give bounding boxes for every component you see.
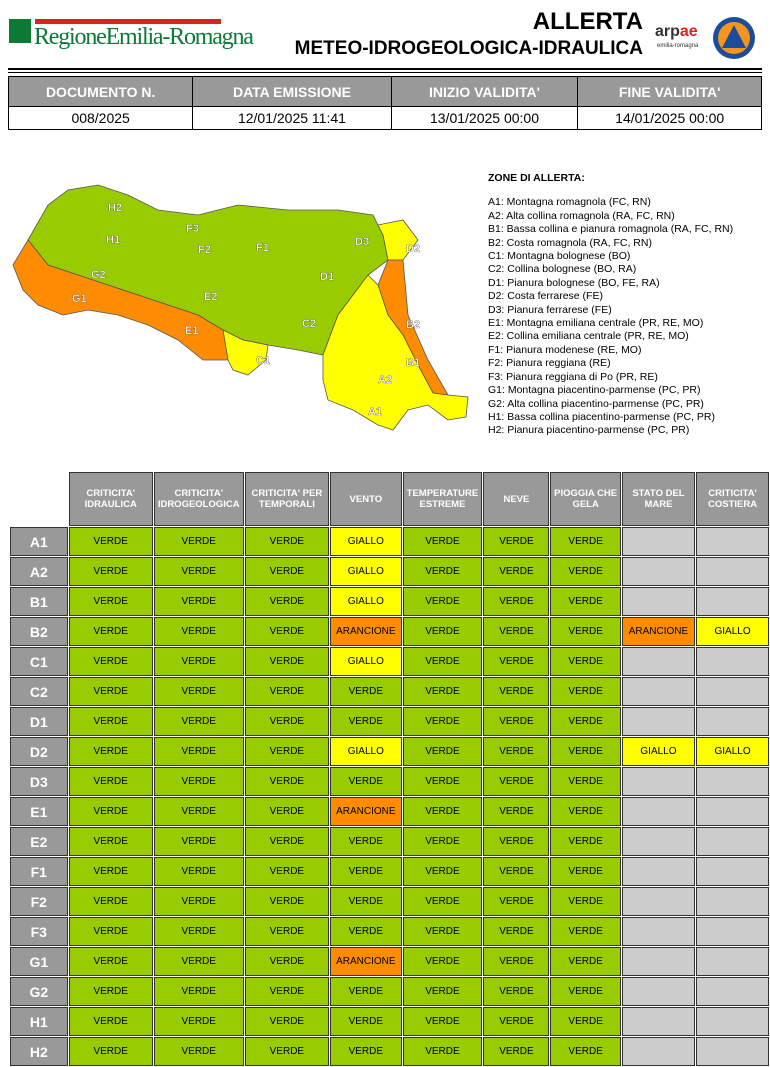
alert-level-cell: VERDE [154,887,244,916]
alert-level-cell [696,767,769,796]
table-row [10,707,769,736]
legend-item: G2: Alta collina piacentino-parmense (PC, PR) [488,397,704,410]
alert-level-cell: VERDE [403,827,483,856]
validity-start-header: INIZIO VALIDITA' [391,77,578,107]
alert-level-cell: VERDE [483,947,549,976]
table-row [10,887,769,916]
table-row [10,1007,769,1036]
alert-level-cell: VERDE [69,797,153,826]
alert-level-cell: VERDE [483,677,549,706]
document-info-table [8,76,762,130]
table-row [10,647,769,676]
alert-level-cell [622,947,695,976]
alert-level-cell [622,797,695,826]
legend-item: F3: Pianura reggiana di Po (PR, RE) [488,370,658,383]
alert-level-cell [696,677,769,706]
table-row [10,947,769,976]
map-label-h2: H2 [108,202,123,214]
legend-item: E1: Montagna emiliana centrale (PR, RE, MO) [488,317,704,330]
zone-label: C1 [10,647,68,676]
map-label-g2: G2 [91,269,106,281]
alert-level-cell: GIALLO [622,737,695,766]
alert-level-cell: VERDE [69,857,153,886]
alert-level-cell: VERDE [483,617,549,646]
alert-level-cell: VERDE [245,977,329,1006]
alert-level-cell: VERDE [245,527,329,556]
column-header: VENTO [330,472,401,526]
alert-level-cell: GIALLO [330,737,401,766]
alert-level-cell: VERDE [403,617,483,646]
alert-level-cell: VERDE [403,737,483,766]
alert-level-cell: ARANCIONE [330,947,401,976]
alert-level-cell: VERDE [483,1037,549,1066]
table-row [10,677,769,706]
arpae-logo [655,23,698,41]
map-label-c1: C1 [256,355,271,367]
alert-level-cell [696,917,769,946]
legend-item: H2: Pianura piacentino-parmense (PC, PR) [488,424,690,437]
arpae-logo-main: arp [655,23,680,40]
alert-level-cell: VERDE [245,797,329,826]
alert-level-cell [622,557,695,586]
alert-level-cell: VERDE [69,827,153,856]
region-logo-mark [9,19,31,43]
alert-level-cell: VERDE [69,557,153,586]
alert-level-cell: VERDE [245,557,329,586]
legend-item: A1: Montagna romagnola (FC, RN) [488,196,651,209]
alert-level-cell: VERDE [550,947,620,976]
map-label-f3: F3 [186,223,199,235]
alert-level-cell: VERDE [403,947,483,976]
alert-level-cell: VERDE [154,1007,244,1036]
alert-level-cell: VERDE [69,527,153,556]
alert-level-cell: VERDE [403,887,483,916]
issue-date: 12/01/2025 11:41 [193,107,391,130]
legend-item: B1: Bassa collina e pianura romagnola (RA, FC, RN) [488,223,734,236]
alert-level-cell: VERDE [483,887,549,916]
alert-level-cell: VERDE [69,947,153,976]
alert-level-cell: VERDE [550,887,620,916]
alert-level-cell: VERDE [69,767,153,796]
map-label-c2: C2 [302,318,317,330]
alert-level-cell: VERDE [245,587,329,616]
map-label-e2: E2 [204,291,218,303]
map-label-a2: A2 [378,374,393,386]
alert-level-cell: VERDE [69,617,153,646]
alert-level-cell: VERDE [330,707,401,736]
alert-level-cell: VERDE [403,857,483,886]
alert-level-cell: ARANCIONE [330,617,401,646]
alert-level-cell: VERDE [483,767,549,796]
alert-level-cell: VERDE [483,1007,549,1036]
alert-level-cell: VERDE [550,647,620,676]
table-row [10,857,769,886]
zone-label: G2 [10,977,68,1006]
alert-level-cell [622,1007,695,1036]
alert-level-cell: GIALLO [330,647,401,676]
zone-label: H1 [10,1007,68,1036]
alert-level-cell: VERDE [330,827,401,856]
alert-level-cell: VERDE [154,947,244,976]
zone-label: D2 [10,737,68,766]
alert-level-cell: VERDE [550,707,620,736]
alert-level-cell: VERDE [403,527,483,556]
alert-level-cell [622,857,695,886]
alert-level-cell [622,887,695,916]
arpae-logo-sub: emilia-romagna [657,43,699,49]
alert-level-cell [622,527,695,556]
header-divider [8,68,762,70]
column-header: CRITICITA' PER TEMPORALI [245,472,329,526]
table-row [10,827,769,856]
legend-item: F2: Pianura reggiana (RE) [488,357,611,370]
alert-level-cell: VERDE [154,527,244,556]
alert-level-cell [696,797,769,826]
alert-level-cell [696,587,769,616]
alert-level-cell [622,1037,695,1066]
arpae-logo-accent: ae [679,23,698,40]
alert-table [9,471,770,1067]
alert-level-cell: VERDE [69,887,153,916]
alert-level-cell: VERDE [69,707,153,736]
doc-number: 008/2025 [9,107,193,130]
alert-level-cell: VERDE [154,857,244,886]
zone-label: F1 [10,857,68,886]
legend-item: H1: Bassa collina piacentino-parmense (PC, PR) [488,410,716,423]
alert-level-cell: GIALLO [696,617,769,646]
alert-level-cell [622,767,695,796]
map-label-f2: F2 [198,244,211,256]
header-divider-thin [8,72,762,73]
legend-item: A2: Alta collina romagnola (RA, FC, RN) [488,209,675,222]
alert-level-cell [696,947,769,976]
alert-level-cell: VERDE [330,917,401,946]
alert-level-cell: VERDE [483,917,549,946]
alert-level-cell: GIALLO [330,587,401,616]
legend-item: D3: Pianura ferrarese (FE) [488,303,612,316]
alert-level-cell: VERDE [550,737,620,766]
validity-start: 13/01/2025 00:00 [391,107,578,130]
alert-level-cell: VERDE [330,677,401,706]
alert-level-cell [622,977,695,1006]
alert-level-cell [622,677,695,706]
alert-level-cell: VERDE [550,527,620,556]
alert-level-cell: VERDE [403,1037,483,1066]
table-row [10,587,769,616]
alert-level-cell: VERDE [154,827,244,856]
legend-item: E2: Collina emiliana centrale (PR, RE, MO) [488,330,689,343]
table-row [10,977,769,1006]
alert-level-cell: VERDE [154,797,244,826]
alert-level-cell: VERDE [69,1037,153,1066]
table-row [10,797,769,826]
zone-label: D3 [10,767,68,796]
zone-label: B1 [10,587,68,616]
legend-item: G1: Montagna piacentino-parmense (PC, PR) [488,384,701,397]
alert-level-cell: VERDE [403,797,483,826]
table-row [10,917,769,946]
table-row [10,557,769,586]
alert-level-cell: VERDE [403,647,483,676]
alert-level-cell [622,647,695,676]
column-header: PIOGGIA CHE GELA [550,472,620,526]
alert-level-cell: VERDE [330,1007,401,1036]
alert-level-cell: VERDE [154,737,244,766]
alert-level-cell: VERDE [483,857,549,886]
map-label-a1: A1 [368,406,383,418]
legend-title: ZONE DI ALLERTA: [488,172,585,184]
alert-level-cell: VERDE [550,797,620,826]
map-label-e1: E1 [185,325,199,337]
alert-level-cell: VERDE [69,737,153,766]
alert-level-cell: VERDE [69,917,153,946]
alert-level-cell: VERDE [245,947,329,976]
alert-level-cell: VERDE [69,1007,153,1036]
doc-number-header: DOCUMENTO N. [9,77,193,107]
alert-level-cell: VERDE [330,977,401,1006]
alert-level-cell [696,887,769,916]
title-subtitle: METEO-IDROGEOLOGICA-IDRAULICA [294,38,643,59]
alert-level-cell: VERDE [483,977,549,1006]
alert-level-cell: VERDE [483,647,549,676]
alert-level-cell: VERDE [69,677,153,706]
column-header: STATO DEL MARE [622,472,695,526]
column-header: CRITICITA' COSTIERA [696,472,769,526]
zone-label: C2 [10,677,68,706]
alert-level-cell: VERDE [403,557,483,586]
alert-level-cell: VERDE [154,647,244,676]
map-label-h1: H1 [106,234,121,246]
alert-level-cell: VERDE [245,707,329,736]
legend-item: C2: Collina bolognese (BO, RA) [488,263,637,276]
table-row [10,617,769,646]
alert-level-cell: VERDE [245,857,329,886]
table-row [10,737,769,766]
alert-level-cell: VERDE [69,977,153,1006]
table-row [10,527,769,556]
alert-level-cell: GIALLO [330,557,401,586]
zone-label: A1 [10,527,68,556]
alert-level-cell: GIALLO [696,737,769,766]
alert-level-cell: VERDE [550,1007,620,1036]
alert-level-cell: VERDE [154,557,244,586]
issue-date-header: DATA EMISSIONE [193,77,391,107]
column-header: NEVE [483,472,549,526]
alert-level-cell: ARANCIONE [330,797,401,826]
alert-level-cell: VERDE [154,587,244,616]
alert-level-cell [696,647,769,676]
alert-level-cell: VERDE [550,977,620,1006]
alert-level-cell: VERDE [550,557,620,586]
map-label-d2: D2 [406,243,421,255]
alert-level-cell [696,707,769,736]
legend-item: D2: Costa ferrarese (FE) [488,290,603,303]
zone-label: F3 [10,917,68,946]
alert-level-cell: VERDE [550,767,620,796]
alert-level-cell: VERDE [154,917,244,946]
alert-level-cell [696,857,769,886]
alert-level-cell: VERDE [330,1037,401,1066]
zone-label: B2 [10,617,68,646]
alert-level-cell: VERDE [245,677,329,706]
map-label-b1: B1 [406,357,421,369]
alert-level-cell: VERDE [483,797,549,826]
alert-level-cell [622,917,695,946]
map-label-d1: D1 [320,271,335,283]
alert-level-cell: VERDE [154,977,244,1006]
alert-level-cell: VERDE [245,617,329,646]
alert-level-cell: VERDE [245,827,329,856]
validity-end-header: FINE VALIDITA' [578,77,762,107]
civil-protection-logo [712,16,756,60]
alert-level-cell: VERDE [550,617,620,646]
map-label-f1: F1 [256,242,269,254]
alert-level-cell: VERDE [154,617,244,646]
alert-level-cell: ARANCIONE [622,617,695,646]
alert-level-cell [622,587,695,616]
alert-level-cell: VERDE [154,1037,244,1066]
map-label-g1: G1 [72,293,87,305]
alert-level-cell: VERDE [245,647,329,676]
zone-label: D1 [10,707,68,736]
title-allerta: ALLERTA [532,8,643,35]
alert-level-cell: VERDE [245,737,329,766]
alert-level-cell: VERDE [483,707,549,736]
legend-item: B2: Costa romagnola (RA, FC, RN) [488,236,652,249]
alert-level-cell: VERDE [483,527,549,556]
alert-level-cell: VERDE [330,857,401,886]
column-header: CRITICITA' IDRAULICA [69,472,153,526]
table-row [10,767,769,796]
region-logo-text: RegioneEmilia-Romagna [34,24,253,50]
alert-level-cell [696,827,769,856]
zone-legend [488,172,733,438]
alert-level-cell: VERDE [550,587,620,616]
alert-level-cell [622,707,695,736]
zone-label: H2 [10,1037,68,1066]
alert-level-cell [622,827,695,856]
alert-level-cell [696,1037,769,1066]
alert-level-cell: VERDE [550,827,620,856]
alert-level-cell: VERDE [403,767,483,796]
alert-level-cell: VERDE [483,827,549,856]
legend-item: F1: Pianura modenese (RE, MO) [488,343,642,356]
alert-level-cell: VERDE [550,1037,620,1066]
zone-label: F2 [10,887,68,916]
alert-level-cell: VERDE [483,557,549,586]
alert-level-cell [696,527,769,556]
alert-level-cell [696,557,769,586]
alert-level-cell: VERDE [550,917,620,946]
alert-level-cell: VERDE [550,857,620,886]
alert-level-cell: VERDE [550,677,620,706]
alert-level-cell: VERDE [403,587,483,616]
zone-label: E2 [10,827,68,856]
map-label-d3: D3 [355,236,370,248]
alert-level-cell: VERDE [245,1037,329,1066]
alert-level-cell: VERDE [69,587,153,616]
alert-level-cell: VERDE [154,677,244,706]
legend-item: D1: Pianura bolognese (BO, FE, RA) [488,276,660,289]
zone-label: A2 [10,557,68,586]
corner-cell [10,472,68,526]
alert-level-cell [696,977,769,1006]
column-header: CRITICITA' IDROGEOLOGICA [154,472,244,526]
column-header: TEMPERATURE ESTREME [403,472,483,526]
alert-level-cell [696,1007,769,1036]
zone-label: E1 [10,797,68,826]
alert-level-cell: VERDE [483,587,549,616]
alert-level-cell: GIALLO [330,527,401,556]
alert-level-cell: VERDE [403,977,483,1006]
alert-level-cell: VERDE [330,767,401,796]
alert-level-cell: VERDE [403,707,483,736]
alert-level-cell: VERDE [69,647,153,676]
map-label-b2: B2 [406,319,421,331]
alert-zone-map [8,165,478,440]
alert-level-cell: VERDE [403,917,483,946]
alert-level-cell: VERDE [330,887,401,916]
zone-label: G1 [10,947,68,976]
validity-end: 14/01/2025 00:00 [578,107,762,130]
alert-level-cell: VERDE [483,737,549,766]
alert-level-cell: VERDE [403,677,483,706]
alert-level-cell: VERDE [245,887,329,916]
alert-level-cell: VERDE [154,767,244,796]
alert-level-cell: VERDE [245,1007,329,1036]
alert-level-cell: VERDE [403,1007,483,1036]
alert-level-cell: VERDE [245,917,329,946]
alert-level-cell: VERDE [245,767,329,796]
table-row [10,1037,769,1066]
legend-item: C1: Montagna bolognese (BO) [488,250,631,263]
alert-level-cell: VERDE [154,707,244,736]
